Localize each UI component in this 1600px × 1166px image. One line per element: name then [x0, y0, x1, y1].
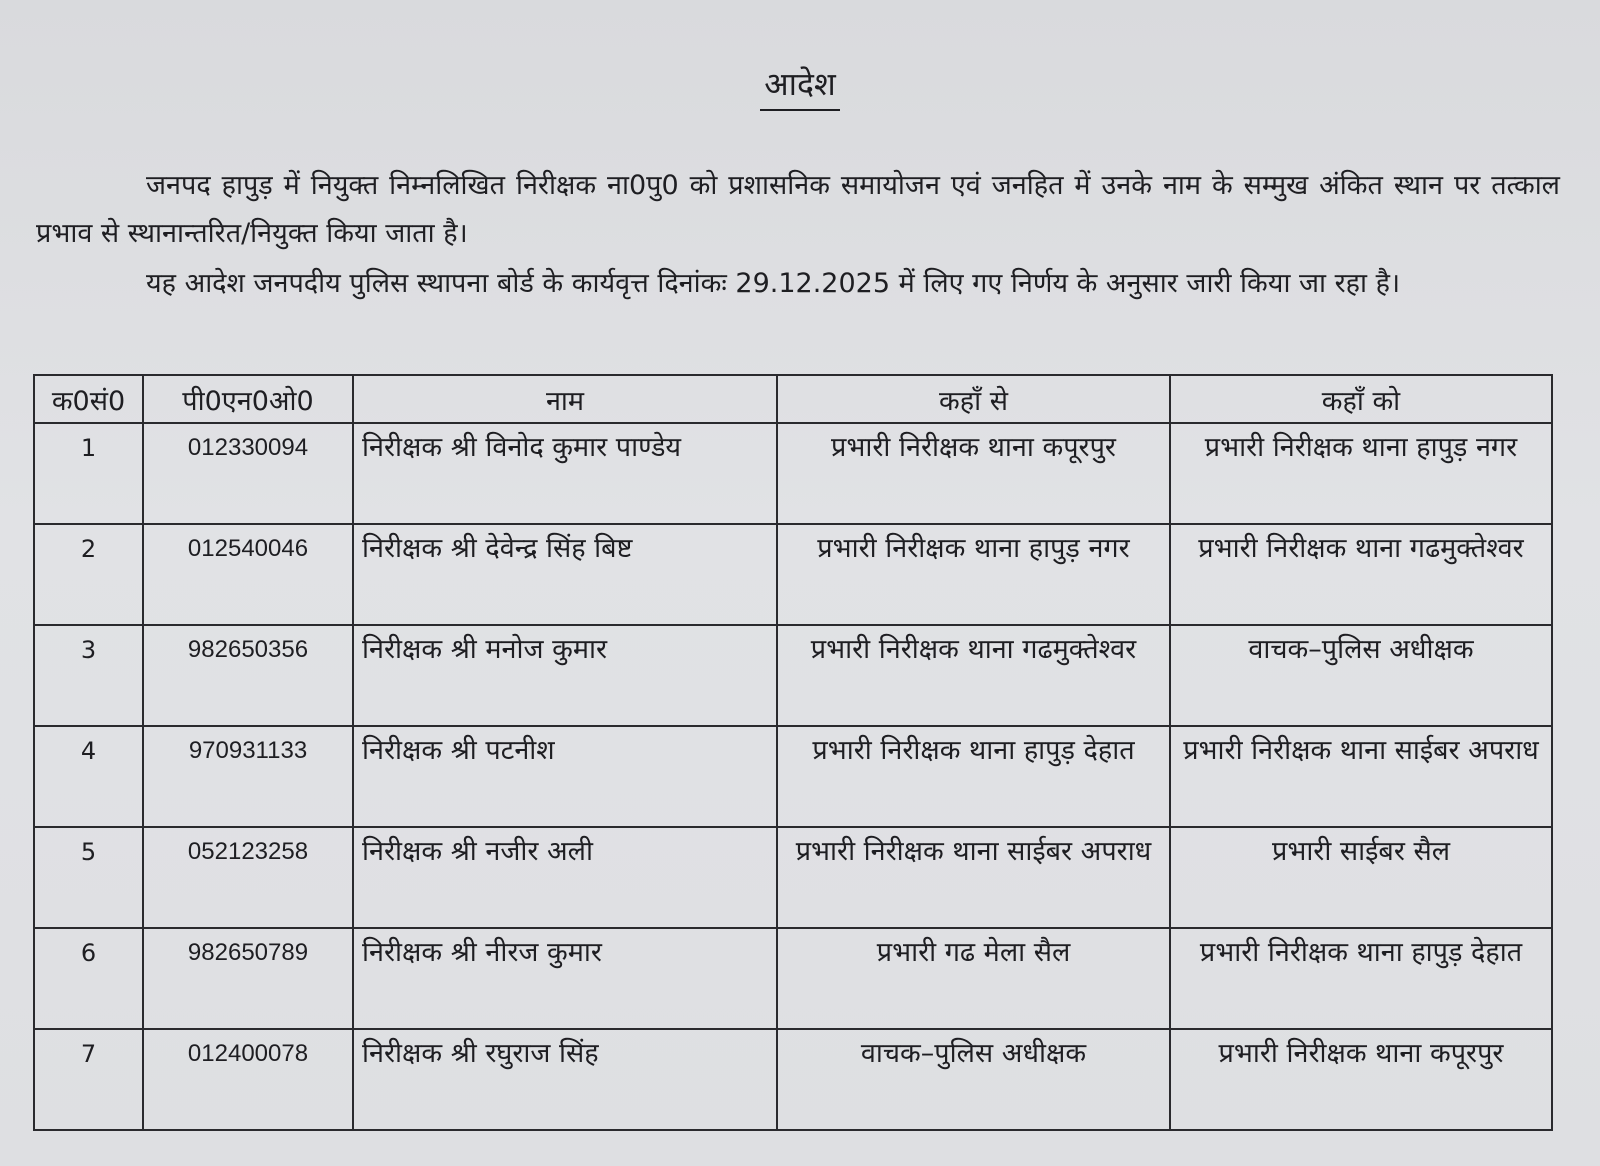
table-row: [34, 928, 1552, 1029]
table-row: [34, 423, 1552, 524]
header-name: नाम: [353, 375, 777, 423]
cell-name: निरीक्षक श्री नीरज कुमार: [353, 928, 777, 1029]
cell-name: निरीक्षक श्री पटनीश: [353, 726, 777, 827]
cell-pno: 012400078: [143, 1029, 353, 1130]
cell-to: प्रभारी साईबर सैल: [1170, 827, 1552, 928]
cell-name: निरीक्षक श्री रघुराज सिंह: [353, 1029, 777, 1130]
cell-from: प्रभारी निरीक्षक थाना हापुड़ देहात: [777, 726, 1170, 827]
cell-name: निरीक्षक श्री विनोद कुमार पाण्डेय: [353, 423, 777, 524]
cell-pno: 970931133: [143, 726, 353, 827]
cell-from: प्रभारी निरीक्षक थाना हापुड़ नगर: [777, 524, 1170, 625]
cell-serial-number: 2: [34, 524, 143, 625]
cell-serial-number: 7: [34, 1029, 143, 1130]
header-pno: पी0एन0ओ0: [143, 375, 353, 423]
cell-serial-number: 1: [34, 423, 143, 524]
cell-serial-number: 4: [34, 726, 143, 827]
header-serial-number: क0सं0: [34, 375, 143, 423]
cell-from: प्रभारी निरीक्षक थाना गढमुक्तेश्वर: [777, 625, 1170, 726]
title-text: आदेश: [760, 62, 839, 111]
cell-to: वाचक–पुलिस अधीक्षक: [1170, 625, 1552, 726]
document-title: [0, 62, 1600, 111]
board-reference-paragraph: यह आदेश जनपदीय पुलिस स्थापना बोर्ड के कार्यवृत्त दिनांकः 29.12.2025 में लिए गए निर्णय के अनुसार जारी किया जा रहा है।: [146, 268, 1401, 299]
cell-to: प्रभारी निरीक्षक थाना कपूरपुर: [1170, 1029, 1552, 1130]
cell-pno: 982650356: [143, 625, 353, 726]
intro-paragraph: जनपद हापुड़ में नियुक्त निम्नलिखित निरीक्षक ना0पु0 को प्रशासनिक समायोजन एवं जनहित में उनके नाम के सम्मुख अंकित स्थान पर तत्काल प्रभाव से स्थानान्तरित/नियुक्त किया जाता है।: [36, 170, 1560, 249]
table-row: [34, 1029, 1552, 1130]
table-row: [34, 524, 1552, 625]
cell-to: प्रभारी निरीक्षक थाना साईबर अपराध: [1170, 726, 1552, 827]
transfer-table: [33, 374, 1553, 1131]
header-from: कहाँ से: [777, 375, 1170, 423]
header-to: कहाँ को: [1170, 375, 1552, 423]
cell-to: प्रभारी निरीक्षक थाना हापुड़ नगर: [1170, 423, 1552, 524]
cell-name: निरीक्षक श्री मनोज कुमार: [353, 625, 777, 726]
table-row: [34, 726, 1552, 827]
cell-serial-number: 3: [34, 625, 143, 726]
cell-from: वाचक–पुलिस अधीक्षक: [777, 1029, 1170, 1130]
cell-serial-number: 6: [34, 928, 143, 1029]
table-row: [34, 625, 1552, 726]
cell-pno: 012330094: [143, 423, 353, 524]
cell-name: निरीक्षक श्री नजीर अली: [353, 827, 777, 928]
cell-from: प्रभारी निरीक्षक थाना साईबर अपराध: [777, 827, 1170, 928]
cell-name: निरीक्षक श्री देवेन्द्र सिंह बिष्ट: [353, 524, 777, 625]
cell-to: प्रभारी निरीक्षक थाना गढमुक्तेश्वर: [1170, 524, 1552, 625]
cell-pno: 052123258: [143, 827, 353, 928]
cell-pno: 982650789: [143, 928, 353, 1029]
table-row: [34, 827, 1552, 928]
cell-from: प्रभारी गढ मेला सैल: [777, 928, 1170, 1029]
cell-serial-number: 5: [34, 827, 143, 928]
cell-to: प्रभारी निरीक्षक थाना हापुड़ देहात: [1170, 928, 1552, 1029]
table-header-row: [34, 375, 1552, 423]
cell-pno: 012540046: [143, 524, 353, 625]
cell-from: प्रभारी निरीक्षक थाना कपूरपुर: [777, 423, 1170, 524]
